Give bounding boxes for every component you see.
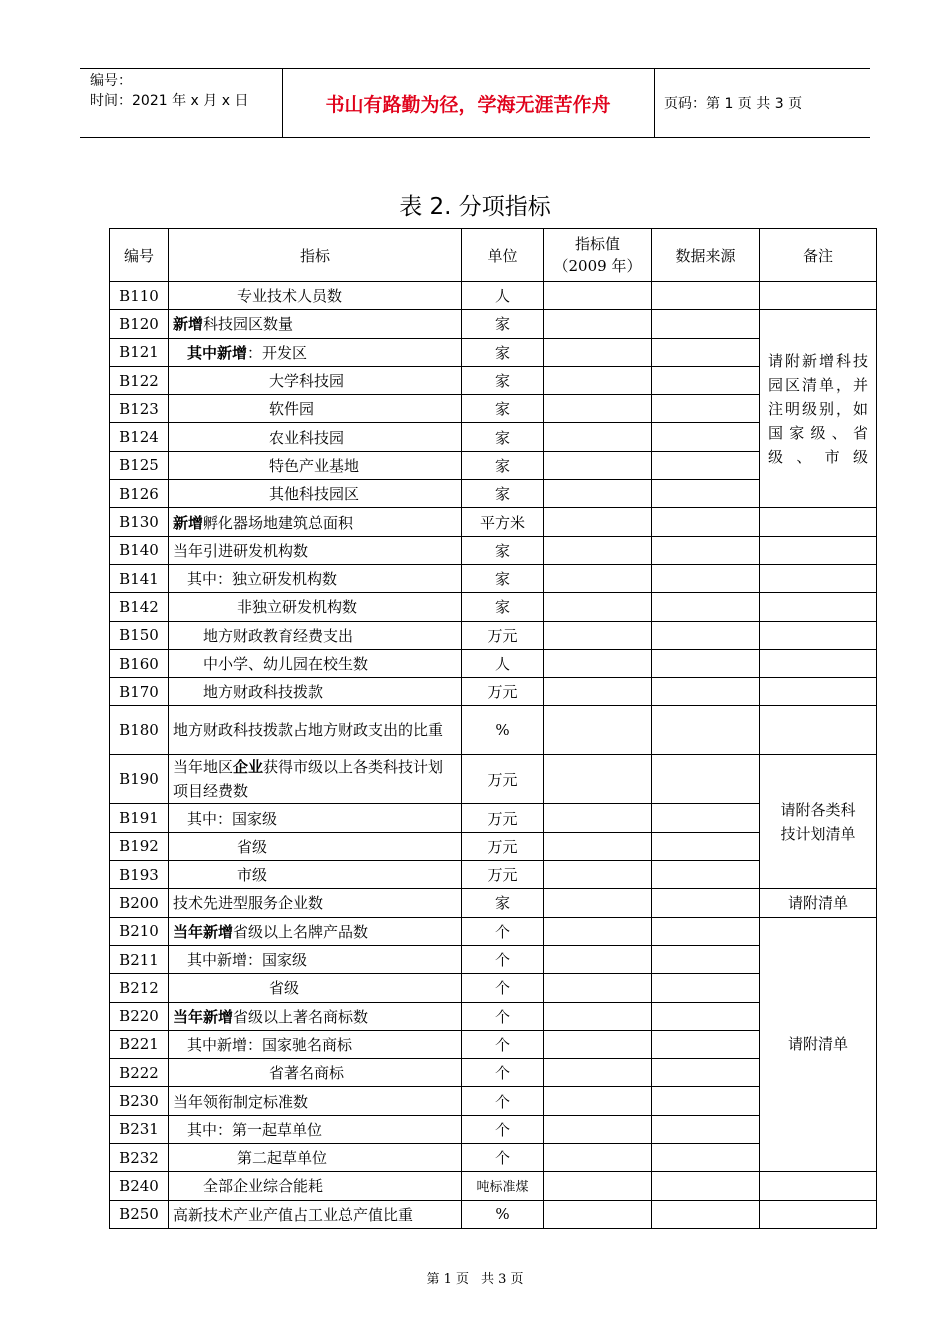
- value-cell[interactable]: [544, 508, 652, 536]
- footer-page: 第 1 页: [426, 1272, 469, 1287]
- col-header-value: 指标值 （2009 年）: [544, 229, 652, 282]
- row-indicator: 农业科技园: [169, 423, 462, 451]
- value-cell[interactable]: [544, 678, 652, 706]
- value-cell[interactable]: [544, 832, 652, 860]
- value-cell[interactable]: [544, 480, 652, 508]
- table-row: [110, 1172, 877, 1200]
- row-unit: 家: [462, 366, 544, 394]
- table-row: [110, 282, 877, 310]
- row-indicator: 新增科技园区数量: [169, 310, 462, 338]
- row-indicator: 地方财政科技拨款: [169, 678, 462, 706]
- row-indicator: 其他科技园区: [169, 480, 462, 508]
- table-row: [110, 755, 877, 804]
- row-unit: 家: [462, 593, 544, 621]
- footer-total: 共 3 页: [481, 1272, 524, 1287]
- table-title: 表 2. 分项指标: [399, 194, 551, 220]
- row-unit: 万元: [462, 804, 544, 832]
- value-cell[interactable]: [544, 282, 652, 310]
- row-code: B122: [110, 366, 169, 394]
- row-code: B190: [110, 755, 169, 804]
- row-unit: %: [462, 1200, 544, 1228]
- row-unit: 万元: [462, 621, 544, 649]
- source-cell[interactable]: [652, 366, 760, 394]
- source-cell[interactable]: [652, 1144, 760, 1172]
- value-cell[interactable]: [544, 1030, 652, 1058]
- source-cell[interactable]: [652, 889, 760, 917]
- row-unit: 人: [462, 649, 544, 677]
- row-unit: 个: [462, 1002, 544, 1030]
- row-code: B210: [110, 917, 169, 945]
- value-cell[interactable]: [544, 889, 652, 917]
- page-label: 页码：第 1 页 共 3 页: [664, 96, 803, 112]
- col-header-indicator: 指标: [169, 229, 462, 282]
- source-cell[interactable]: [652, 1002, 760, 1030]
- row-code: B150: [110, 621, 169, 649]
- table-row: [110, 508, 877, 536]
- note-parks: 请附新增科技园区清单，并注明级别，如国家级、省级、市级: [760, 310, 877, 508]
- table-row: [110, 593, 877, 621]
- row-unit: 万元: [462, 678, 544, 706]
- value-cell[interactable]: [544, 366, 652, 394]
- source-cell[interactable]: [652, 917, 760, 945]
- source-cell[interactable]: [652, 706, 760, 755]
- source-cell[interactable]: [652, 974, 760, 1002]
- row-indicator: 其中：国家级: [169, 804, 462, 832]
- table-row: [110, 917, 877, 945]
- table-header-row: [110, 229, 877, 282]
- col-header-note: 备注: [760, 229, 877, 282]
- value-cell[interactable]: [544, 755, 652, 804]
- col-header-code: 编号: [110, 229, 169, 282]
- value-cell[interactable]: [544, 1200, 652, 1228]
- row-unit: 万元: [462, 832, 544, 860]
- row-unit: 家: [462, 451, 544, 479]
- row-unit: 个: [462, 1087, 544, 1115]
- row-unit: 家: [462, 423, 544, 451]
- row-unit: %: [462, 706, 544, 755]
- row-indicator: 高新技术产业产值占工业总产值比重: [169, 1200, 462, 1228]
- value-cell[interactable]: [544, 974, 652, 1002]
- row-indicator: 其中：独立研发机构数: [169, 564, 462, 592]
- row-indicator: 市级: [169, 861, 462, 889]
- note-cell: [760, 706, 877, 755]
- row-indicator: 当年新增省级以上名牌产品数: [169, 917, 462, 945]
- row-indicator: 其中新增：国家级: [169, 945, 462, 973]
- row-code: B141: [110, 564, 169, 592]
- row-code: B110: [110, 282, 169, 310]
- source-cell[interactable]: [652, 508, 760, 536]
- table-row: [110, 649, 877, 677]
- value-cell[interactable]: [544, 1172, 652, 1200]
- value-cell[interactable]: [544, 1115, 652, 1143]
- note-list: 请附清单: [760, 889, 877, 917]
- source-cell[interactable]: [652, 338, 760, 366]
- row-unit: 个: [462, 1059, 544, 1087]
- row-unit: 个: [462, 1115, 544, 1143]
- row-unit: 家: [462, 889, 544, 917]
- row-code: B193: [110, 861, 169, 889]
- row-indicator: 其中新增：国家驰名商标: [169, 1030, 462, 1058]
- row-code: B220: [110, 1002, 169, 1030]
- note-cell: [760, 1200, 877, 1228]
- table-row: [110, 678, 877, 706]
- row-indicator: 当年新增省级以上著名商标数: [169, 1002, 462, 1030]
- value-cell[interactable]: [544, 649, 652, 677]
- row-indicator: 专业技术人员数: [169, 282, 462, 310]
- row-indicator: 地方财政科技拨款占地方财政支出的比重: [169, 706, 462, 755]
- row-code: B250: [110, 1200, 169, 1228]
- row-code: B121: [110, 338, 169, 366]
- value-cell[interactable]: [544, 945, 652, 973]
- source-cell[interactable]: [652, 1059, 760, 1087]
- row-unit: 万元: [462, 755, 544, 804]
- note-cell: [760, 649, 877, 677]
- value-cell[interactable]: [544, 1002, 652, 1030]
- row-indicator: 当年引进研发机构数: [169, 536, 462, 564]
- value-cell[interactable]: [544, 451, 652, 479]
- row-code: B124: [110, 423, 169, 451]
- row-unit: 平方米: [462, 508, 544, 536]
- row-indicator: 省级: [169, 832, 462, 860]
- row-unit: 家: [462, 480, 544, 508]
- indicator-table: [109, 228, 877, 1229]
- source-cell[interactable]: [652, 649, 760, 677]
- source-cell[interactable]: [652, 804, 760, 832]
- row-indicator: 其中：第一起草单位: [169, 1115, 462, 1143]
- row-unit: 家: [462, 564, 544, 592]
- source-cell[interactable]: [652, 423, 760, 451]
- source-cell[interactable]: [652, 564, 760, 592]
- row-indicator: 省级: [169, 974, 462, 1002]
- row-indicator: 非独立研发机构数: [169, 593, 462, 621]
- row-unit: 家: [462, 338, 544, 366]
- row-unit: 个: [462, 1144, 544, 1172]
- note-cell: [760, 621, 877, 649]
- row-code: B231: [110, 1115, 169, 1143]
- page-footer: [0, 1268, 950, 1287]
- value-cell[interactable]: [544, 423, 652, 451]
- time-label: 时间：2021 年 x 月 x 日: [90, 93, 249, 109]
- note-cell: [760, 678, 877, 706]
- note-cell: [760, 564, 877, 592]
- value-cell[interactable]: [544, 564, 652, 592]
- note-cell: [760, 1172, 877, 1200]
- value-cell[interactable]: [544, 1144, 652, 1172]
- row-unit: 吨标准煤: [462, 1172, 544, 1200]
- row-code: B240: [110, 1172, 169, 1200]
- col-header-source: 数据来源: [652, 229, 760, 282]
- source-cell[interactable]: [652, 1200, 760, 1228]
- source-cell[interactable]: [652, 1172, 760, 1200]
- row-indicator: 中小学、幼儿园在校生数: [169, 649, 462, 677]
- source-cell[interactable]: [652, 310, 760, 338]
- row-code: B140: [110, 536, 169, 564]
- table-row: [110, 1200, 877, 1228]
- row-indicator: 软件园: [169, 395, 462, 423]
- source-cell[interactable]: [652, 282, 760, 310]
- table-row: [110, 536, 877, 564]
- header-meta: [90, 71, 280, 111]
- row-indicator: 当年领衔制定标准数: [169, 1087, 462, 1115]
- source-cell[interactable]: [652, 621, 760, 649]
- row-indicator: 地方财政教育经费支出: [169, 621, 462, 649]
- table-row: [110, 310, 877, 338]
- row-code: B222: [110, 1059, 169, 1087]
- value-cell[interactable]: [544, 1087, 652, 1115]
- note-plans: 请附各类科技计划清单: [760, 755, 877, 889]
- source-cell[interactable]: [652, 945, 760, 973]
- row-unit: 个: [462, 917, 544, 945]
- value-cell[interactable]: [544, 536, 652, 564]
- row-unit: 万元: [462, 861, 544, 889]
- row-code: B192: [110, 832, 169, 860]
- table-row: [110, 706, 877, 755]
- note-cell: [760, 536, 877, 564]
- row-code: B200: [110, 889, 169, 917]
- table-row: [110, 564, 877, 592]
- value-cell[interactable]: [544, 917, 652, 945]
- row-indicator: 当年地区企业获得市级以上各类科技计划项目经费数: [169, 755, 462, 804]
- row-code: B170: [110, 678, 169, 706]
- source-cell[interactable]: [652, 861, 760, 889]
- value-cell[interactable]: [544, 1059, 652, 1087]
- row-unit: 家: [462, 395, 544, 423]
- source-cell[interactable]: [652, 395, 760, 423]
- row-indicator: 技术先进型服务企业数: [169, 889, 462, 917]
- note-cell: [760, 593, 877, 621]
- row-unit: 个: [462, 974, 544, 1002]
- source-cell[interactable]: [652, 678, 760, 706]
- row-unit: 家: [462, 310, 544, 338]
- source-cell[interactable]: [652, 1030, 760, 1058]
- row-code: B180: [110, 706, 169, 755]
- row-unit: 个: [462, 1030, 544, 1058]
- source-cell[interactable]: [652, 832, 760, 860]
- col-header-unit: 单位: [462, 229, 544, 282]
- source-cell[interactable]: [652, 536, 760, 564]
- row-indicator: 省著名商标: [169, 1059, 462, 1087]
- divider: [654, 69, 655, 137]
- row-code: B212: [110, 974, 169, 1002]
- value-cell[interactable]: [544, 861, 652, 889]
- row-code: B125: [110, 451, 169, 479]
- row-indicator: 全部企业综合能耗: [169, 1172, 462, 1200]
- row-indicator: 大学科技园: [169, 366, 462, 394]
- document-header: [80, 68, 870, 138]
- row-unit: 个: [462, 945, 544, 973]
- value-cell[interactable]: [544, 593, 652, 621]
- row-code: B232: [110, 1144, 169, 1172]
- row-code: B123: [110, 395, 169, 423]
- row-indicator: 其中新增：开发区: [169, 338, 462, 366]
- source-cell[interactable]: [652, 1087, 760, 1115]
- row-code: B160: [110, 649, 169, 677]
- value-cell[interactable]: [544, 804, 652, 832]
- note-cell: [760, 282, 877, 310]
- row-code: B142: [110, 593, 169, 621]
- motto: 书山有路勤为径，学海无涯苦作舟: [325, 93, 611, 116]
- source-cell[interactable]: [652, 451, 760, 479]
- row-code: B221: [110, 1030, 169, 1058]
- row-code: B191: [110, 804, 169, 832]
- row-code: B211: [110, 945, 169, 973]
- source-cell[interactable]: [652, 593, 760, 621]
- source-cell[interactable]: [652, 1115, 760, 1143]
- row-unit: 人: [462, 282, 544, 310]
- value-cell[interactable]: [544, 395, 652, 423]
- row-indicator: 第二起草单位: [169, 1144, 462, 1172]
- table-row: [110, 621, 877, 649]
- row-code: B120: [110, 310, 169, 338]
- row-unit: 家: [462, 536, 544, 564]
- value-cell[interactable]: [544, 310, 652, 338]
- row-indicator: 新增孵化器场地建筑总面积: [169, 508, 462, 536]
- row-code: B230: [110, 1087, 169, 1115]
- table-row: [110, 889, 877, 917]
- row-code: B130: [110, 508, 169, 536]
- value-cell[interactable]: [544, 706, 652, 755]
- row-code: B126: [110, 480, 169, 508]
- number-label: 编号：: [90, 73, 132, 89]
- value-cell[interactable]: [544, 338, 652, 366]
- note-list: 请附清单: [760, 917, 877, 1172]
- source-cell[interactable]: [652, 480, 760, 508]
- source-cell[interactable]: [652, 755, 760, 804]
- row-indicator: 特色产业基地: [169, 451, 462, 479]
- note-cell: [760, 508, 877, 536]
- value-cell[interactable]: [544, 621, 652, 649]
